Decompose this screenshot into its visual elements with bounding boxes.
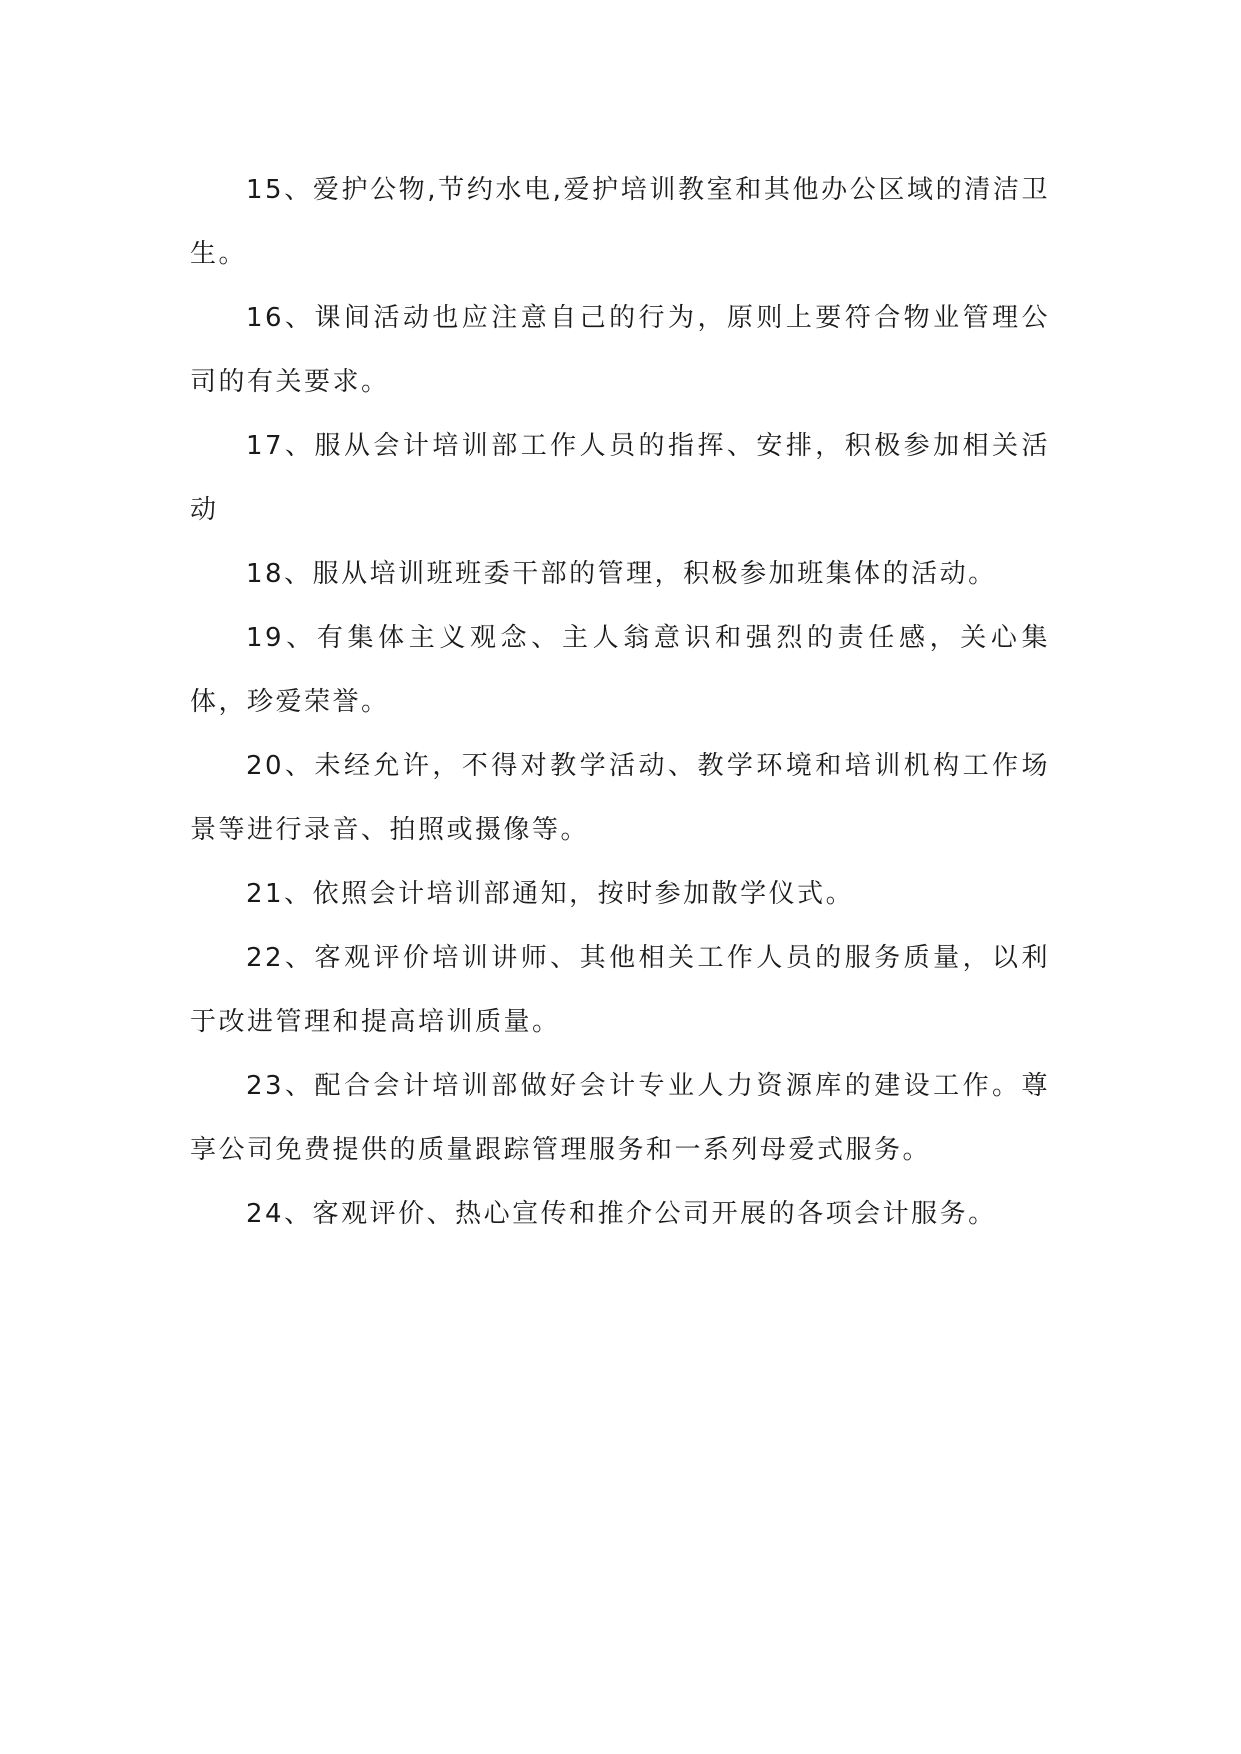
rule-paragraph-21: 21、依照会计培训部通知，按时参加散学仪式。 xyxy=(246,879,855,909)
rule-paragraph-22: 22、客观评价培训讲师、其他相关工作人员的服务质量，以利于改进管理和提高培训质量。 xyxy=(190,943,1050,1037)
rule-paragraph-20: 20、未经允许，不得对教学活动、教学环境和培训机构工作场景等进行录音、拍照或摄像等。 xyxy=(190,751,1050,845)
rule-paragraph-19: 19、有集体主义观念、主人翁意识和强烈的责任感，关心集体，珍爱荣誉。 xyxy=(190,623,1050,717)
rule-paragraph-17: 17、服从会计培训部工作人员的指挥、安排，积极参加相关活动 xyxy=(190,431,1050,525)
rule-paragraph-15: 15、爱护公物,节约水电,爱护培训教室和其他办公区域的清洁卫生。 xyxy=(190,175,1050,269)
rule-paragraph-23: 23、配合会计培训部做好会计专业人力资源库的建设工作。尊享公司免费提供的质量跟踪管理服务和一系列母爱式服务。 xyxy=(190,1071,1050,1165)
rule-paragraph-16: 16、课间活动也应注意自己的行为，原则上要符合物业管理公司的有关要求。 xyxy=(190,303,1050,397)
rule-paragraph-18: 18、服从培训班班委干部的管理，积极参加班集体的活动。 xyxy=(246,559,997,589)
document-body xyxy=(190,158,1050,1246)
rule-paragraph-24: 24、客观评价、热心宣传和推介公司开展的各项会计服务。 xyxy=(246,1199,997,1229)
